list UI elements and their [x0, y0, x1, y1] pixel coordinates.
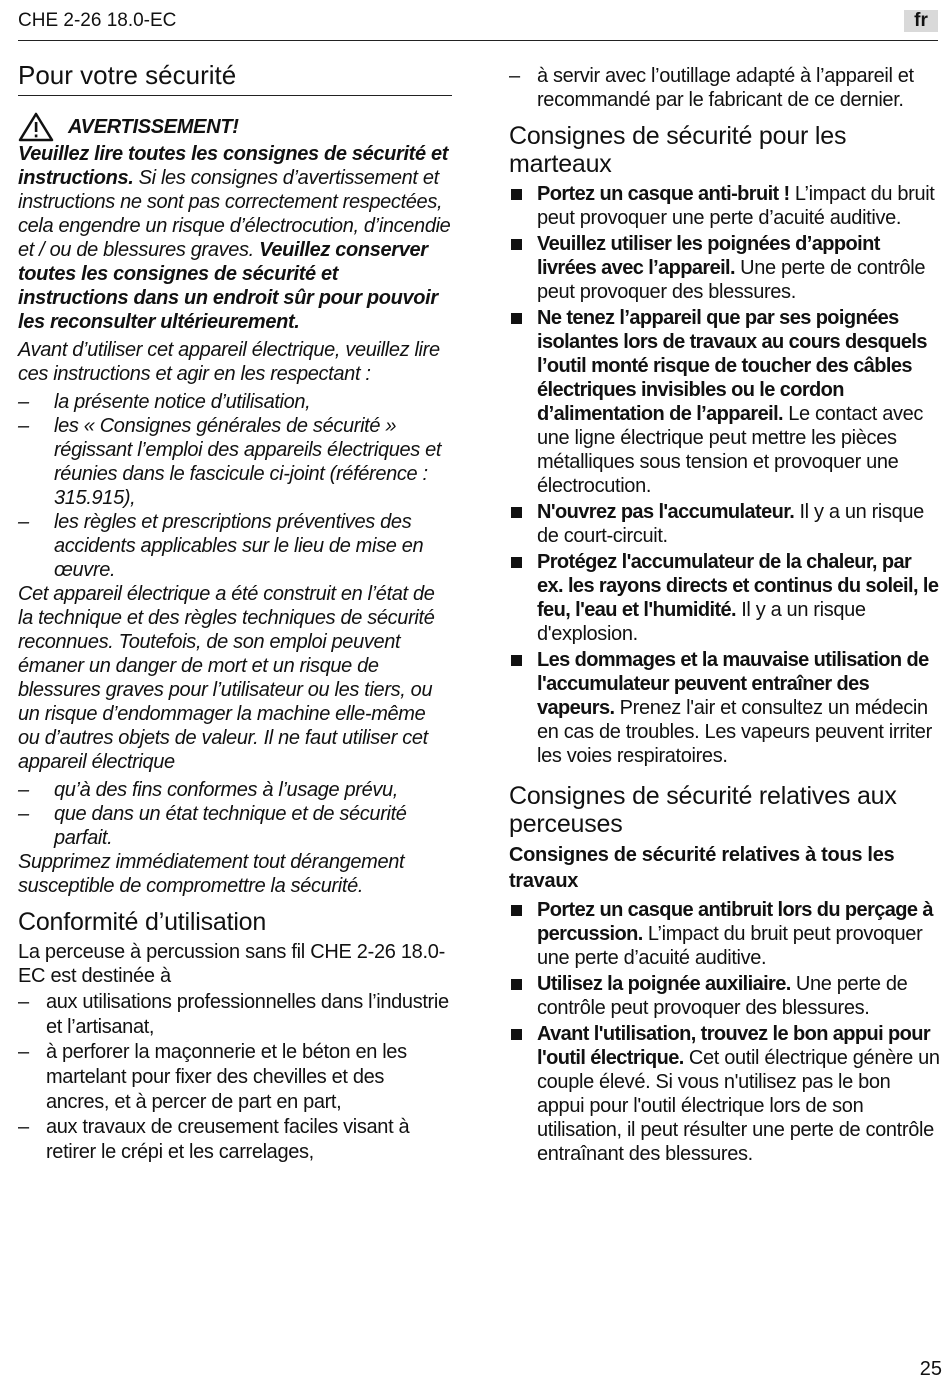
- drill-safety-subtitle: Consignes de sécurité relatives à tous les travaux: [509, 844, 895, 892]
- hammer-safety-title: Consignes de sécurité pour les marteaux: [509, 122, 847, 178]
- warning-triangle-icon: [18, 112, 54, 142]
- list-item: Les dommages et la mauvaise utilisation de l'accumulateur peuvent entraîner des vapeurs. Prenez l'air et consultez un médecin en cas de troubles. Les vapeurs peuvent irriter les voies respiratoires.: [509, 648, 941, 768]
- hammer-safety-list: [509, 182, 941, 768]
- conformity-list: [18, 990, 452, 1165]
- list-item: Ne tenez l’appareil que par ses poignées isolantes lors de travaux au cours desquels l’outil monté risque de toucher des câbles électriques invisibles ou le cordon d’alimentation de l’appareil. Le contact avec une ligne électrique peut mettre les pièces métalliques sous tension et provoquer une électrocution.: [509, 306, 941, 498]
- drill-safety-list: [509, 898, 941, 1166]
- eliminate-text: Supprimez immédiatement tout dérangement susceptible de compromettre la sécurité.: [18, 851, 405, 898]
- list-item: – aux travaux de creusement faciles visant à retirer le crépi et les carrelages,: [18, 1116, 410, 1164]
- page-header: [18, 6, 938, 41]
- model-name: CHE 2-26 18.0-EC: [18, 10, 177, 31]
- drill-safety-title: Consignes de sécurité relatives aux perceuses: [509, 782, 897, 838]
- list-item: – à servir avec l’outillage adapté à l’appareil et recommandé par le fabricant de ce dernier.: [509, 65, 914, 111]
- list-item: Avant l'utilisation, trouvez le bon appui pour l'outil électrique. Cet outil électrique génère un couple élevé. Si vous n'utilisez pas le bon appui pour l'outil électrique lors de son utilisation, il peut résulter une perte de contrôle entraînant des blessures.: [509, 1022, 941, 1166]
- list-item: Utilisez la poignée auxiliaire. Une perte de contrôle peut provoquer des blessures.: [509, 972, 941, 1020]
- use-conditions-list: [18, 778, 452, 850]
- section-title-safety: Pour votre sécurité: [18, 60, 452, 96]
- warning-body: Si les consignes d’avertissement et instructions ne sont pas correctement respectées, cela engendre un risque d’électrocution, d’incendie et / ou de blessures graves.: [18, 167, 451, 262]
- list-item: – que dans un état technique et de sécurité parfait.: [18, 803, 407, 850]
- warning-text: [18, 142, 452, 334]
- conformity-title: Conformité d’utilisation: [18, 908, 267, 937]
- warning-bold-2: Veuillez conserver toutes les consignes de sécurité et instructions dans un endroit sûr pour pouvoir les reconsulter ultérieurement.: [18, 239, 438, 334]
- page-number: 25: [919, 1358, 942, 1380]
- warning-heading: [18, 112, 452, 142]
- warning-bold-1: Veuillez lire toutes les consignes de sécurité et instructions.: [18, 143, 449, 190]
- list-item: Portez un casque antibruit lors du perçage à percussion. L’impact du bruit peut provoquer une perte d’acuité auditive.: [509, 898, 941, 970]
- list-item: – aux utilisations professionnelles dans l’industrie et l’artisanat,: [18, 991, 449, 1039]
- conformity-intro: La perceuse à percussion sans fil CHE 2-26 18.0-EC est destinée à: [18, 941, 445, 988]
- list-item: – la présente notice d’utilisation,: [18, 391, 311, 414]
- warning-title: AVERTISSEMENT!: [68, 116, 239, 139]
- intro-text: Avant d’utiliser cet appareil électrique, veuillez lire ces instructions et agir en les respectant :: [18, 339, 440, 386]
- list-item: Protégez l'accumulateur de la chaleur, par ex. les rayons directs et continus du soleil, le feu, l'eau et l'humidité. Il y a un risque d'explosion.: [509, 550, 941, 646]
- list-item: Portez un casque anti-bruit ! L’impact du bruit peut provoquer une perte d’acuité auditive.: [509, 182, 941, 230]
- list-item: – qu’à des fins conformes à l’usage prévu,: [18, 779, 398, 802]
- list-item: – à perforer la maçonnerie et le béton en les martelant pour fixer des chevilles et des ancres, et à percer de part en part,: [18, 1041, 407, 1114]
- docs-list: [18, 390, 452, 582]
- left-column: [18, 60, 452, 1165]
- list-item: Veuillez utiliser les poignées d’appoint livrées avec l’appareil. Une perte de contrôle peut provoquer des blessures.: [509, 232, 941, 304]
- continued-list: [509, 64, 941, 112]
- right-column: [509, 64, 941, 1168]
- list-item: – les règles et prescriptions préventives des accidents applicables sur le lieu de mise en œuvre.: [18, 511, 424, 582]
- language-badge: fr: [904, 10, 938, 32]
- list-item: N'ouvrez pas l'accumulateur. Il y a un risque de court-circuit.: [509, 500, 941, 548]
- list-item: – les « Consignes générales de sécurité » régissant l’emploi des appareils électriques et réunies dans le fascicule ci-joint (référence : 315.915),: [18, 415, 442, 510]
- built-text: Cet appareil électrique a été construit en l’état de la technique et des règles techniques de sécurité reconnues. Toutefois, de son emploi peuvent émaner un danger de mort et un risque de blessures graves pour l’utilisateur ou les tiers, ou un risque d’endommager la machine elle-même ou d’autres objets de valeur. Il ne faut utiliser cet appareil électrique: [18, 583, 435, 774]
